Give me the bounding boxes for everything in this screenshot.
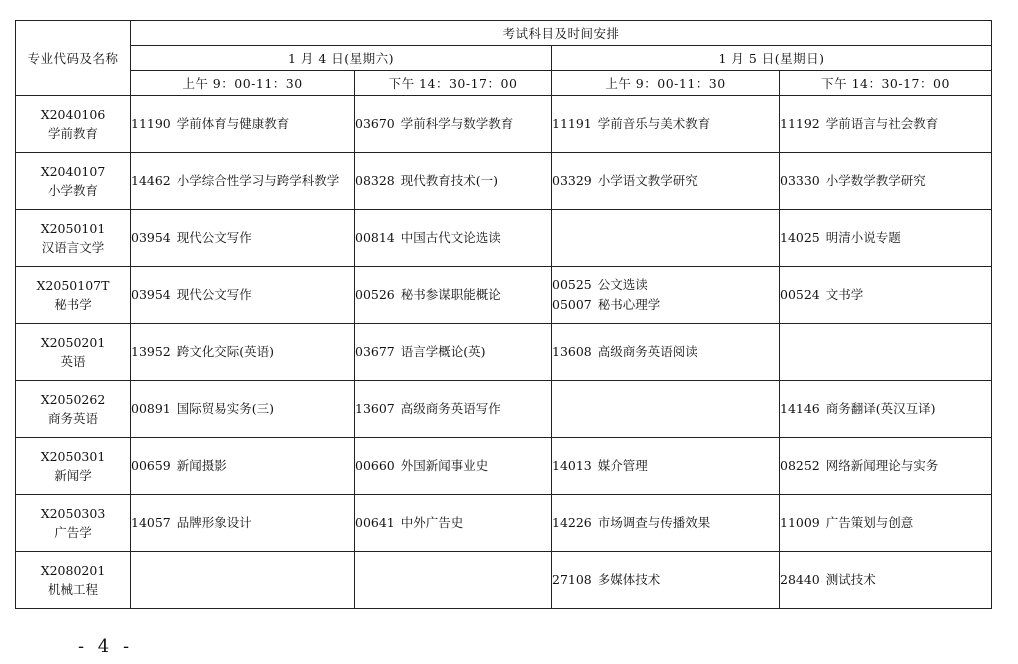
course-title: 现代公文写作 [176, 230, 252, 245]
course-title: 外国新闻事业史 [400, 458, 489, 473]
course-entry [131, 456, 354, 476]
major-name: 商务英语 [47, 411, 98, 426]
slot-cell [552, 153, 780, 210]
course-number: 13608 [552, 344, 592, 359]
course-entry [355, 342, 551, 362]
course-entry [552, 275, 779, 295]
course-entry [131, 342, 354, 362]
slot-cell [780, 552, 992, 609]
course-entry [780, 114, 991, 134]
course-entry [355, 399, 551, 419]
slot-cell [355, 96, 552, 153]
course-number: 13607 [355, 401, 395, 416]
course-title: 秘书参谋职能概论 [400, 287, 501, 302]
header-schedule: 考试科目及时间安排 [131, 21, 992, 46]
course-title: 商务翻译(英汉互译) [825, 401, 936, 416]
header-slot-3: 上午 9：00-11：30 [552, 71, 780, 96]
major-cell [16, 381, 131, 438]
course-number: 28440 [780, 572, 820, 587]
course-entry [552, 114, 779, 134]
slot-cell [552, 267, 780, 324]
header-row-slots [16, 71, 992, 96]
course-number: 00524 [780, 287, 820, 302]
course-number: 11009 [780, 515, 820, 530]
course-entry [355, 285, 551, 305]
slot-cell [355, 210, 552, 267]
slot-cell [131, 153, 355, 210]
slot-cell [131, 210, 355, 267]
major-code: X2080201 [40, 563, 106, 578]
course-title: 媒介管理 [597, 458, 648, 473]
slot-cell [355, 495, 552, 552]
course-entry [780, 171, 991, 191]
page-number: - 4 - [78, 636, 134, 657]
course-entry [552, 342, 779, 362]
table-row [16, 210, 992, 267]
header-row-top [16, 21, 992, 46]
course-number: 11192 [780, 116, 820, 131]
slot-cell [552, 96, 780, 153]
course-number: 08252 [780, 458, 820, 473]
major-cell [16, 267, 131, 324]
slot-cell [780, 324, 992, 381]
course-entry [131, 513, 354, 533]
course-entry [131, 228, 354, 248]
course-title: 小学综合性学习与跨学科教学 [176, 173, 340, 188]
course-title: 测试技术 [825, 572, 876, 587]
table-row [16, 552, 992, 609]
slot-cell [780, 438, 992, 495]
course-entry [780, 456, 991, 476]
major-code: X2050303 [40, 506, 106, 521]
course-number: 00641 [355, 515, 395, 530]
major-cell [16, 552, 131, 609]
course-number: 11191 [552, 116, 592, 131]
course-title: 多媒体技术 [597, 572, 661, 587]
slot-cell [355, 324, 552, 381]
course-title: 小学数学教学研究 [825, 173, 926, 188]
course-title: 市场调查与传播效果 [597, 515, 711, 530]
slot-cell [355, 438, 552, 495]
course-title: 高级商务英语写作 [400, 401, 501, 416]
course-entry [552, 513, 779, 533]
major-name: 学前教育 [47, 126, 98, 141]
slot-cell [552, 381, 780, 438]
course-number: 00526 [355, 287, 395, 302]
course-entry [780, 399, 991, 419]
major-name: 新闻学 [54, 468, 92, 483]
table-row [16, 153, 992, 210]
slot-cell [131, 495, 355, 552]
slot-cell [552, 495, 780, 552]
header-slot-1: 上午 9：00-11：30 [131, 71, 355, 96]
course-title: 国际贸易实务(三) [176, 401, 275, 416]
major-cell [16, 210, 131, 267]
slot-cell [780, 381, 992, 438]
major-code: X2050201 [40, 335, 106, 350]
slot-cell [552, 324, 780, 381]
major-cell [16, 96, 131, 153]
course-entry [355, 456, 551, 476]
table-row [16, 438, 992, 495]
course-number: 08328 [355, 173, 395, 188]
course-title: 文书学 [825, 287, 864, 302]
course-number: 03677 [355, 344, 395, 359]
slot-cell [552, 438, 780, 495]
course-number: 03670 [355, 116, 395, 131]
course-number: 00525 [552, 277, 592, 292]
slot-cell [131, 96, 355, 153]
slot-cell [780, 267, 992, 324]
table-row [16, 381, 992, 438]
slot-cell [355, 381, 552, 438]
major-name: 秘书学 [54, 297, 92, 312]
course-title: 现代教育技术(一) [400, 173, 499, 188]
table-row [16, 324, 992, 381]
course-number: 14025 [780, 230, 820, 245]
major-cell [16, 438, 131, 495]
course-title: 网络新闻理论与实务 [825, 458, 939, 473]
course-entry [131, 114, 354, 134]
course-title: 公文选读 [597, 277, 648, 292]
course-number: 14462 [131, 173, 171, 188]
course-number: 00659 [131, 458, 171, 473]
course-title: 跨文化交际(英语) [176, 344, 275, 359]
major-code: X2050301 [40, 449, 106, 464]
exam-schedule-table [15, 20, 992, 609]
course-title: 学前科学与数学教育 [400, 116, 514, 131]
major-cell [16, 495, 131, 552]
course-entry [355, 171, 551, 191]
course-number: 05007 [552, 297, 592, 312]
course-entry [552, 295, 779, 315]
course-entry [131, 399, 354, 419]
course-number: 14226 [552, 515, 592, 530]
course-title: 学前语言与社会教育 [825, 116, 939, 131]
slot-cell [131, 552, 355, 609]
course-title: 语言学概论(英) [400, 344, 486, 359]
header-slot-4: 下午 14：30-17：00 [780, 71, 992, 96]
slot-cell [131, 438, 355, 495]
header-day-2: 1 月 5 日(星期日) [552, 46, 992, 71]
slot-cell [355, 267, 552, 324]
course-number: 14146 [780, 401, 820, 416]
table-row [16, 495, 992, 552]
header-major: 专业代码及名称 [16, 21, 131, 96]
major-code: X2050101 [40, 221, 106, 236]
course-number: 11190 [131, 116, 171, 131]
slot-cell [780, 210, 992, 267]
slot-cell [780, 495, 992, 552]
major-cell [16, 324, 131, 381]
slot-cell [131, 267, 355, 324]
slot-cell [355, 153, 552, 210]
course-title: 广告策划与创意 [825, 515, 914, 530]
course-entry [355, 513, 551, 533]
slot-cell [780, 153, 992, 210]
course-entry [131, 285, 354, 305]
major-code: X2040106 [40, 107, 106, 122]
course-number: 14013 [552, 458, 592, 473]
course-title: 新闻摄影 [176, 458, 227, 473]
major-cell [16, 153, 131, 210]
course-title: 学前音乐与美术教育 [597, 116, 711, 131]
header-day-1: 1 月 4 日(星期六) [131, 46, 552, 71]
table-row [16, 96, 992, 153]
slot-cell [552, 552, 780, 609]
course-number: 00814 [355, 230, 395, 245]
course-entry [552, 456, 779, 476]
course-number: 13952 [131, 344, 171, 359]
course-number: 03954 [131, 287, 171, 302]
slot-cell [131, 324, 355, 381]
course-entry [780, 228, 991, 248]
course-title: 学前体育与健康教育 [176, 116, 290, 131]
header-row-days [16, 46, 992, 71]
major-code: X2050262 [40, 392, 106, 407]
course-entry [552, 171, 779, 191]
course-number: 27108 [552, 572, 592, 587]
course-number: 14057 [131, 515, 171, 530]
course-entry [780, 570, 991, 590]
course-number: 00891 [131, 401, 171, 416]
course-entry [780, 285, 991, 305]
major-code: X2040107 [40, 164, 106, 179]
slot-cell [552, 210, 780, 267]
course-title: 明清小说专题 [825, 230, 901, 245]
slot-cell [131, 381, 355, 438]
course-number: 00660 [355, 458, 395, 473]
table-row [16, 267, 992, 324]
major-name: 广告学 [54, 525, 92, 540]
course-title: 中外广告史 [400, 515, 464, 530]
major-name: 机械工程 [47, 582, 98, 597]
course-title: 秘书心理学 [597, 297, 661, 312]
course-title: 现代公文写作 [176, 287, 252, 302]
header-slot-2: 下午 14：30-17：00 [355, 71, 552, 96]
course-number: 03954 [131, 230, 171, 245]
major-name: 汉语言文学 [41, 240, 105, 255]
major-code: X2050107T [36, 278, 110, 293]
course-entry [355, 228, 551, 248]
course-title: 小学语文教学研究 [597, 173, 698, 188]
schedule-body [16, 96, 992, 609]
course-number: 03329 [552, 173, 592, 188]
course-entry [780, 513, 991, 533]
slot-cell [780, 96, 992, 153]
course-entry [552, 570, 779, 590]
major-name: 小学教育 [47, 183, 98, 198]
course-number: 03330 [780, 173, 820, 188]
course-title: 中国古代文论选读 [400, 230, 501, 245]
slot-cell [355, 552, 552, 609]
course-title: 品牌形象设计 [176, 515, 252, 530]
course-title: 高级商务英语阅读 [597, 344, 698, 359]
course-entry [131, 171, 354, 191]
major-name: 英语 [60, 354, 86, 369]
course-entry [355, 114, 551, 134]
